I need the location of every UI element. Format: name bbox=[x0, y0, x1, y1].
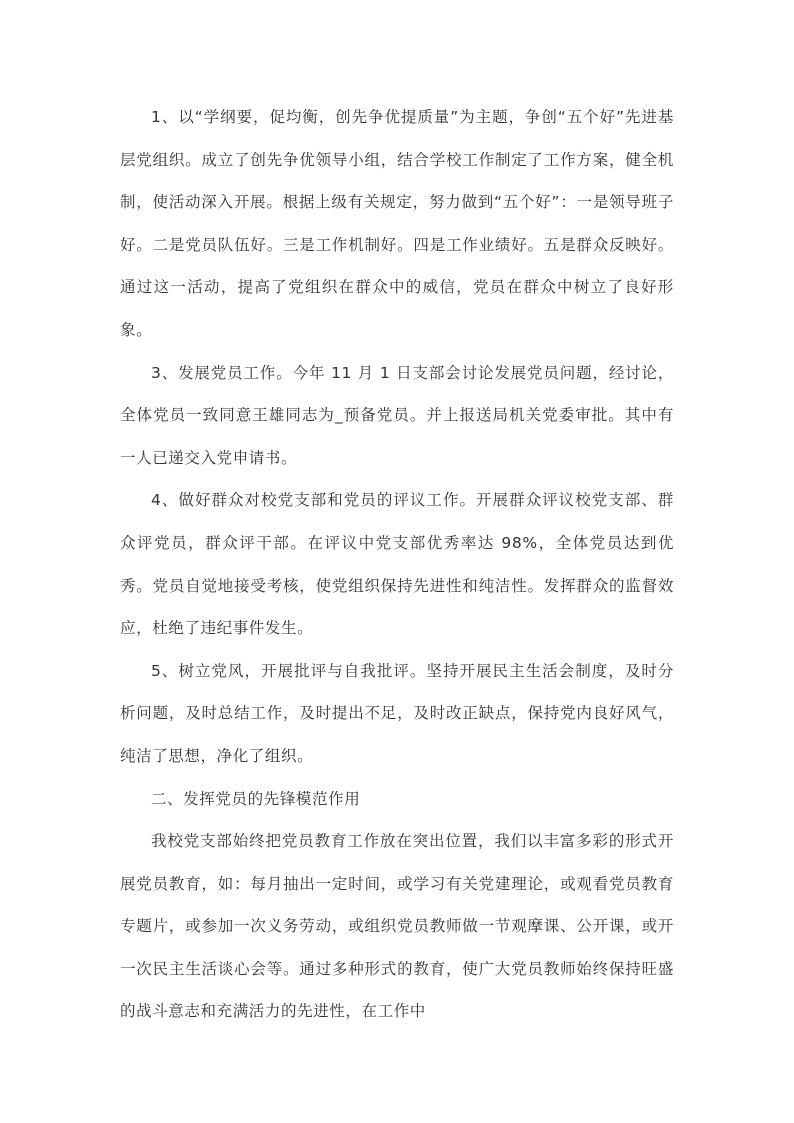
paragraph-party-style: 5、树立党风，开展批评与自我批评。坚持开展民主生活会制度，及时分析问题，及时总结工作，及时提出不足，及时改正缺点，保持党内良好风气，纯洁了思想，净化了组织。 bbox=[120, 661, 674, 765]
paragraph-member-education: 我校党支部始终把党员教育工作放在突出位置，我们以丰富多彩的形式开展党员教育，如：每月抽出一定时间，或学习有关党建理论，或观看党员教育专题片，或参加一次义务劳动，或组织党员教师做一节观摩课、公开课，或开一次民主生活谈心会等。通过多种形式的教育，使广大党员教师始终保持旺盛的战斗意志和充满活力的先进性，在工作中 bbox=[120, 832, 674, 1021]
section-heading-vanguard-role: 二、发挥党员的先锋模范作用 bbox=[151, 789, 361, 808]
paragraph-member-development: 3、发展党员工作。今年 11 月 1 日支部会讨论发展党员问题，经讨论，全体党员一致同意王雄同志为_预备党员。并上报送局机关党委审批。其中有一人已递交入党申请书。 bbox=[120, 363, 674, 467]
paragraph-public-evaluation: 4、做好群众对校党支部和党员的评议工作。开展群众评议校党支部、群众评党员，群众评干部。在评议中党支部优秀率达 98%，全体党员达到优秀。党员自觉地接受考核，使党组织保持先进性和纯洁性。发挥群众的监督效应，杜绝了违纪事件发生。 bbox=[120, 491, 674, 638]
document-body bbox=[120, 96, 674, 1033]
paragraph-create-excellence: 1、以“学纲要，促均衡，创先争优提质量”为主题，争创“五个好”先进基层党组织。成立了创先争优领导小组，结合学校工作制定了工作方案，健全机制，使活动深入开展。根据上级有关规定，努力做到“五个好”：一是领导班子好。二是党员队伍好。三是工作机制好。四是工作业绩好。五是群众反映好。通过这一活动，提高了党组织在群众中的威信，党员在群众中树立了良好形象。 bbox=[120, 108, 674, 339]
